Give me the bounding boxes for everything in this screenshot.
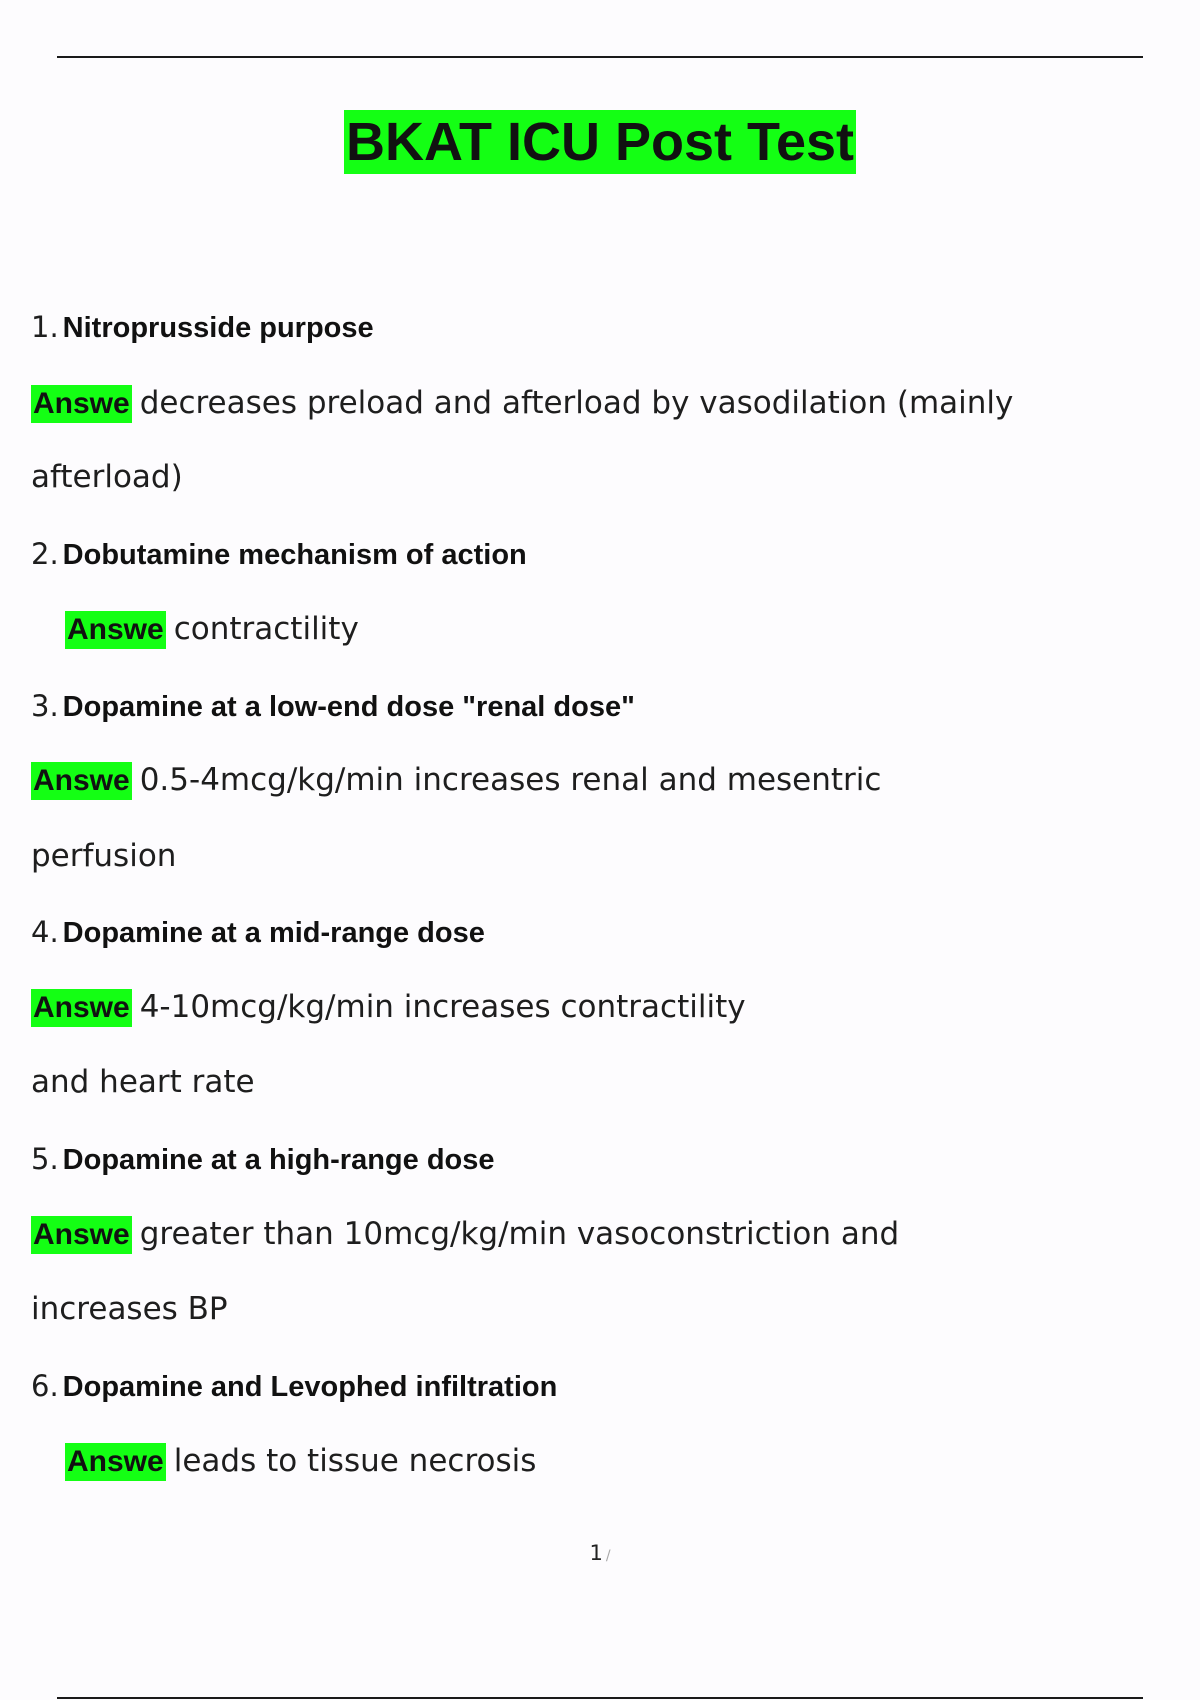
question-number: 4. (31, 915, 59, 949)
question-number: 3. (31, 689, 59, 723)
question-number: 2. (31, 537, 59, 571)
question-text: Dopamine at a high-range dose (62, 1144, 495, 1176)
answer-text: contractility (173, 611, 359, 647)
answer-2 (65, 609, 359, 649)
question-text: Dopamine at a mid-range dose (62, 917, 485, 949)
bottom-rule (57, 1697, 1143, 1699)
answer-1-continuation: afterload) (31, 459, 183, 495)
page-number-mark: / (605, 1548, 611, 1564)
answer-label: Answe (65, 611, 166, 649)
question-2 (31, 534, 527, 575)
question-6 (31, 1366, 557, 1407)
question-1 (31, 307, 374, 348)
answer-3 (31, 760, 881, 800)
answer-5-continuation: increases BP (31, 1291, 228, 1327)
answer-text: 4-10mcg/kg/min increases contractility (139, 989, 746, 1025)
answer-text: greater than 10mcg/kg/min vasoconstriction and (139, 1216, 900, 1252)
answer-4 (31, 987, 746, 1027)
document-title: BKAT ICU Post Test (345, 112, 855, 172)
page-number-value: 1 (589, 1541, 603, 1565)
answer-6 (65, 1441, 536, 1481)
question-text: Dopamine and Levophed infiltration (62, 1371, 558, 1403)
question-5 (31, 1139, 495, 1180)
answer-label: Answe (31, 762, 132, 800)
question-3 (31, 686, 635, 727)
answer-label: Answe (65, 1443, 166, 1481)
answer-3-continuation: perfusion (31, 838, 177, 874)
answer-5 (31, 1214, 899, 1254)
question-4 (31, 912, 485, 953)
question-number: 6. (31, 1369, 59, 1403)
answer-label: Answe (31, 385, 132, 423)
question-text: Dopamine at a low-end dose "renal dose" (62, 691, 635, 723)
top-rule (57, 56, 1143, 58)
answer-label: Answe (31, 989, 132, 1027)
answer-text: decreases preload and afterload by vasodilation (mainly (139, 385, 1014, 421)
question-number: 1. (31, 310, 59, 344)
answer-4-continuation: and heart rate (31, 1064, 255, 1100)
page-number (0, 1541, 1200, 1565)
answer-text: leads to tissue necrosis (173, 1443, 537, 1479)
answer-text: 0.5-4mcg/kg/min increases renal and mesentric (139, 762, 882, 798)
answer-1 (31, 383, 1013, 423)
question-number: 5. (31, 1142, 59, 1176)
title-container (0, 110, 1200, 174)
question-text: Nitroprusside purpose (62, 312, 374, 344)
answer-label: Answe (31, 1216, 132, 1254)
question-text: Dobutamine mechanism of action (62, 539, 527, 571)
